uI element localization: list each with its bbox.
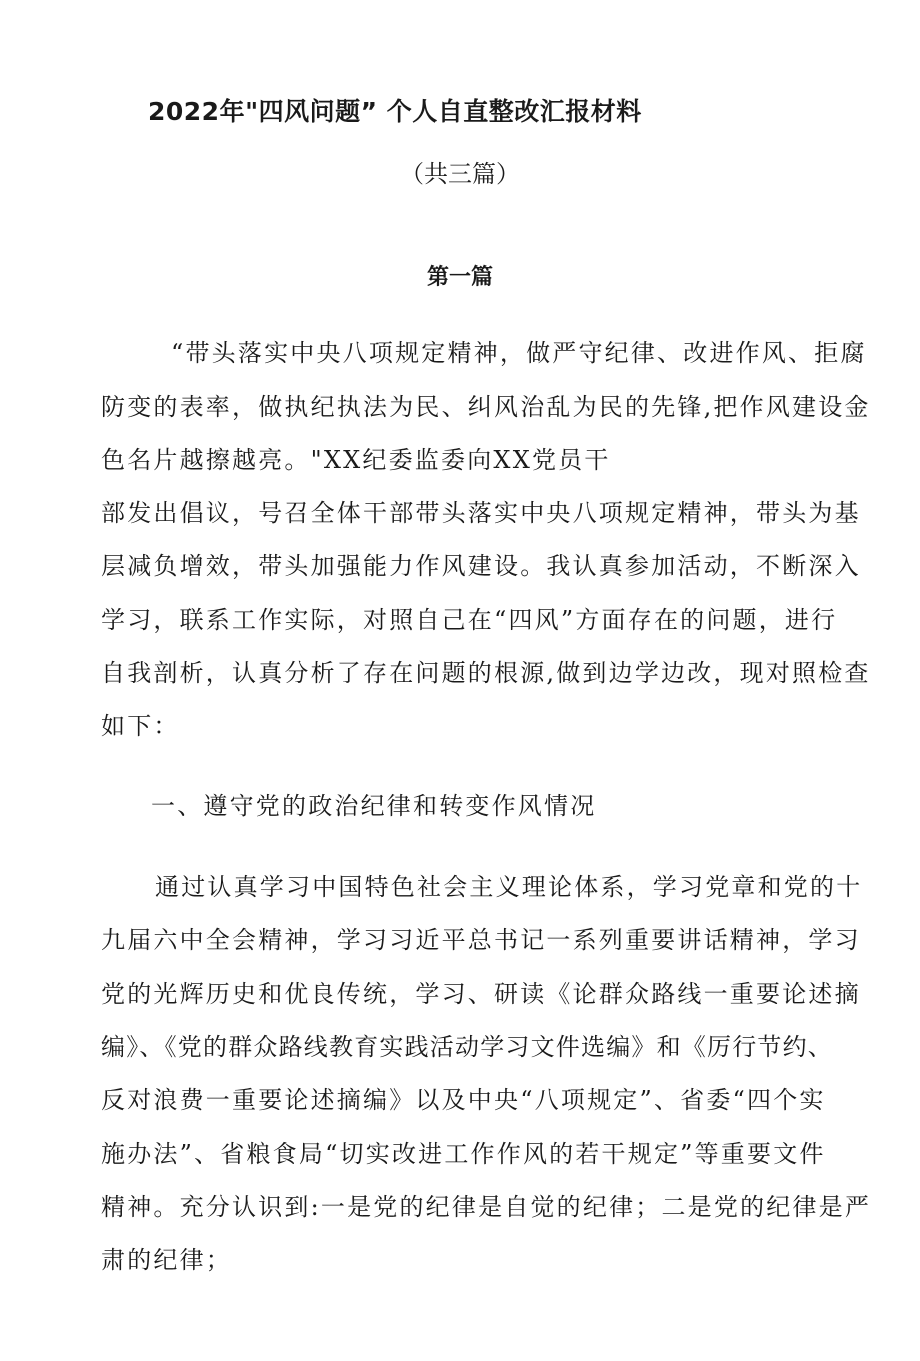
section-heading: 第一篇 bbox=[426, 265, 493, 290]
text-line: 自我剖析，认真分析了存在问题的根源,做到边学边改，现对照检查 bbox=[101, 659, 871, 687]
text-line: 反对浪费一重要论述摘编》以及中央“八项规定”、省委“四个实 bbox=[101, 1086, 826, 1114]
text-line: 通过认真学习中国特色社会主义理论体系，学习党章和党的十 bbox=[155, 873, 863, 901]
text-line: 精神。充分认识到:一是党的纪律是自觉的纪律；二是党的纪律是严 bbox=[101, 1193, 872, 1221]
text-line: 色名片越擦越亮。"XX纪委监委向XX党员干 bbox=[101, 446, 611, 474]
text-line: 部发出倡议，号召全体干部带头落实中央八项规定精神，带头为基 bbox=[101, 499, 861, 527]
text-line: 防变的表率，做执纪执法为民、纠风治乱为民的先锋,把作风建设金 bbox=[101, 393, 871, 421]
section-heading-1: 一、遵守党的政治纪律和转变作风情况 bbox=[151, 792, 597, 820]
text-line: 如下： bbox=[101, 712, 180, 740]
text-line: 编》、《党的群众路线教育实践活动学习文件选编》和《厉行节约、 bbox=[101, 1033, 833, 1061]
text-line: 学习，联系工作实际，对照自己在“四风”方面存在的问题，进行 bbox=[101, 606, 838, 634]
document-title: 2022年"四风问题” 个人自直整改汇报材料 bbox=[148, 97, 642, 126]
text-line: 党的光辉历史和优良传统，学习、研读《论群众路线一重要论述摘 bbox=[101, 980, 861, 1008]
document-subtitle: （共三篇） bbox=[400, 160, 520, 188]
text-line: 层减负增效，带头加强能力作风建设。我认真参加活动，不断深入 bbox=[101, 552, 861, 580]
text-line: 肃的纪律； bbox=[101, 1246, 232, 1274]
text-line: 九届六中全会精神，学习习近平总书记一系列重要讲话精神，学习 bbox=[101, 926, 861, 954]
text-line: “带头落实中央八项规定精神，做严守纪律、改进作风、拒腐 bbox=[171, 339, 867, 367]
text-line: 施办法”、省粮食局“切实改进工作作风的若干规定”等重要文件 bbox=[101, 1140, 826, 1168]
